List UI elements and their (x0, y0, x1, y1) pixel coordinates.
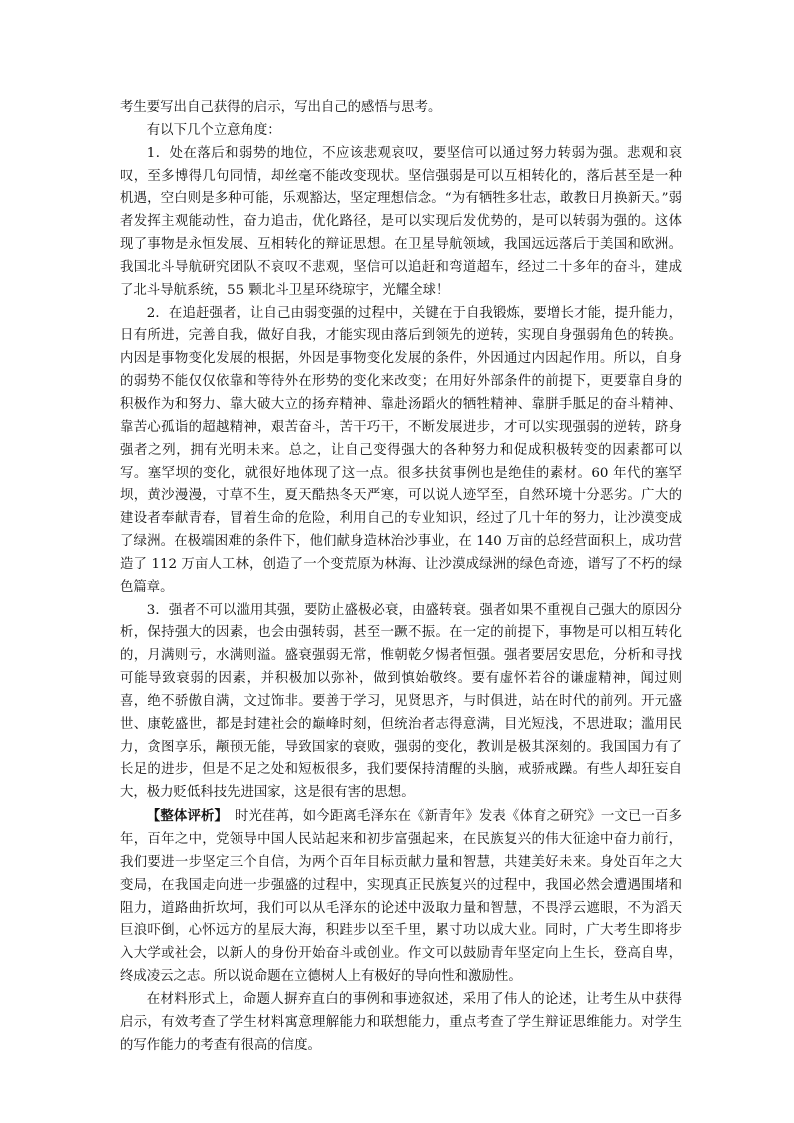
overall-analysis-label: 【整体评析】 (146, 808, 222, 825)
overall-analysis-text: 时光荏苒，如今距离毛泽东在《新青年》发表《体育之研究》一文已一百多年，百年之中，党领导中国人民站起来和初步富强起来，在民族复兴的伟大征途中奋力前行，我们要进一步坚定三个自信，为两个百年目标贡献力量和智慧，共建美好未来。身处百年之大变局，在我国走向进一步强盛的过程中，实现真正民族复兴的过程中，我国必然会遭遇围堵和阻力，道路曲折坎坷，我们可以从毛泽东的论述中汲取力量和智慧，不畏浮云遮眼，不为滔天巨浪吓倒，心怀远方的星辰大海，积跬步以至千里，累寸功以成大业。同时，广大考生即将步入大学或社会，以新人的身份开始奋斗或创业。作文可以鼓励青年坚定向上生长，登高自卑，终成凌云之志。所以说命题在立德树人上有极好的导向性和激励性。 (120, 809, 682, 985)
paragraph-overall-analysis (120, 805, 682, 989)
document-body (120, 97, 682, 1057)
paragraph-point-3: 3．强者不可以滥用其强，要防止盛极必衰，由盛转衰。强者如果不重视自己强大的原因分析，保持强大的因素，也会由强转弱，甚至一蹶不振。在一定的前提下，事物是可以相互转化的，月满则亏，水满则溢。盛衰强弱无常，惟朝乾夕惕者恒强。强者要居安思危，分析和寻找可能导致衰弱的因素，并积极加以弥补，做到慎始敬终。要有虚怀若谷的谦虚精神，闻过则喜，绝不骄傲自满，文过饰非。要善于学习，见贤思齐，与时俱进，站在时代的前列。开元盛世、康乾盛世，都是封建社会的巅峰时刻，但统治者志得意满，目光短浅，不思进取；滥用民力，贪图享乐，颟顸无能，导致国家的衰败，强弱的变化，教训是极其深刻的。我国国力有了长足的进步，但是不足之处和短板很多，我们要保持清醒的头脑，戒骄戒躁。有些人却狂妄自大，极力贬低科技先进国家，这是很有害的思想。 (120, 602, 682, 801)
paragraph-angles-heading: 有以下几个立意角度： (146, 122, 281, 138)
paragraph-intro: 考生要写出自己获得的启示，写出自己的感悟与思考。 (120, 100, 442, 115)
paragraph-point-1: 1．处在落后和弱势的地位，不应该悲观哀叹，要坚信可以通过努力转弱为强。悲观和哀叹，至多博得几句同情，却丝毫不能改变现状。坚信强弱是可以互相转化的，落后甚至是一种机遇，空白则是多种可能，乐观豁达，坚定理想信念。“为有牺牲多壮志，敢教日月换新天。”弱者发挥主观能动性，奋力追击，优化路径，是可以实现后发优势的，是可以转弱为强的。这体现了事物是永恒发展、互相转化的辩证思想。在卫星导航领域，我国远远落后于美国和欧洲。我国北斗导航研究团队不哀叹不悲观，坚信可以追赶和弯道超车，经过二十多年的奋斗，建成了北斗导航系统，55 颗北斗卫星环绕琼宇，光耀全球！ (120, 145, 682, 298)
paragraph-point-2: 2．在追赶强者，让自己由弱变强的过程中，关键在于自我锻炼，要增长才能，提升能力，日有所进，完善自我，做好自我，才能实现由落后到领先的逆转，实现自身强弱角色的转换。内因是事物变化发展的根据，外因是事物变化发展的条件，外因通过内因起作用。所以，自身的弱势不能仅仅依靠和等待外在形势的变化来改变；在用好外部条件的前提下，更要靠自身的积极作为和努力、靠大破大立的扬弃精神、靠赴汤蹈火的牺牲精神、靠胼手胝足的奋斗精神、靠苦心孤诣的超越精神，艰苦奋斗，苦干巧干，不断发展进步，才可以实现强弱的逆转，跻身强者之列，拥有光明未来。总之，让自己变得强大的各种努力和促成积极转变的因素都可以写。塞罕坝的变化，就很好地体现了这一点。很多扶贫事例也是绝佳的素材。60 年代的塞罕坝，黄沙漫漫，寸草不生，夏天酷热冬天严寒，可以说人迹罕至，自然环境十分恶劣。广大的建设者奉献青春，冒着生命的危险，利用自己的专业知识，经过了几十年的努力，让沙漠变成了绿洲。在极端困难的条件下，他们献身造林治沙事业，在 140 万亩的总经营面积上，成功营造了 112 万亩人工林，创造了一个变荒原为林海、让沙漠成绿洲的绿色奇迹，谱写了不朽的绿色篇章。 (120, 305, 682, 595)
paragraph-conclusion: 在材料形式上，命题人摒弃直白的事例和事迹叙述，采用了伟人的论述，让考生从中获得启示，有效考查了学生材料寓意理解能力和联想能力，重点考查了学生辩证思维能力。对学生的写作能力的考查有很高的信度。 (120, 991, 682, 1053)
